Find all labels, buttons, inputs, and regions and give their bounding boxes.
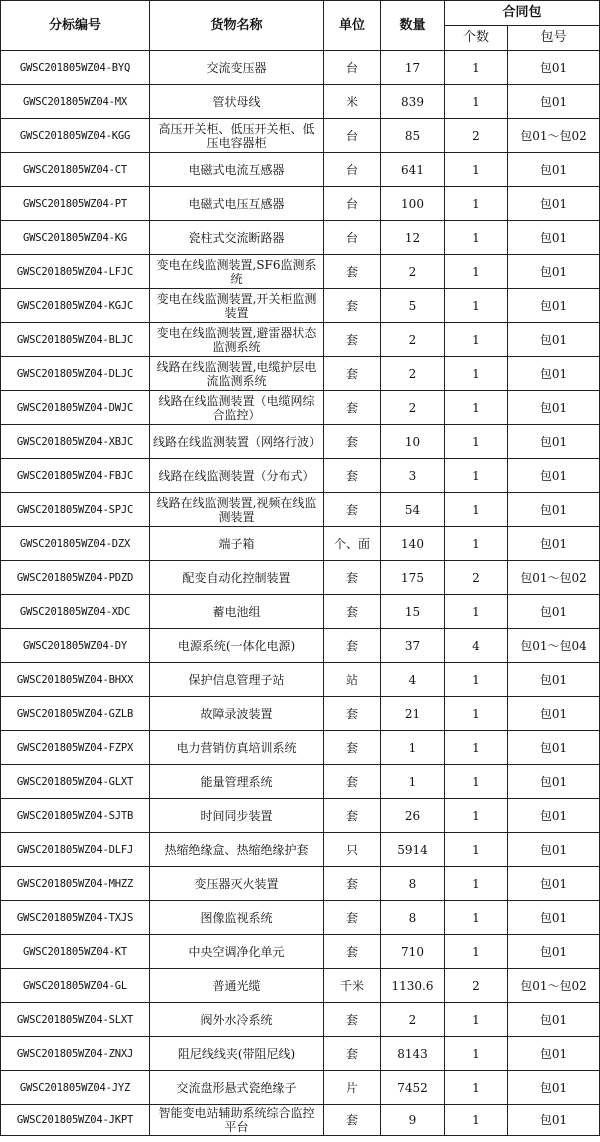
cell-name: 线路在线监测装置,视频在线监测装置 (150, 493, 324, 527)
cell-pkg: 包01 (508, 527, 600, 561)
cell-qty: 641 (381, 153, 445, 187)
cell-pkg: 包01 (508, 1003, 600, 1037)
cell-name: 线路在线监测装置（网络行波） (150, 425, 324, 459)
cell-unit: 套 (324, 595, 381, 629)
cell-count: 2 (445, 119, 508, 153)
table-row (1, 255, 600, 289)
table-row (1, 85, 600, 119)
cell-pkg: 包01 (508, 459, 600, 493)
cell-count: 1 (445, 1003, 508, 1037)
cell-code: GWSC201805WZ04-DWJC (1, 391, 150, 425)
cell-count: 1 (445, 731, 508, 765)
cell-name: 高压开关柜、低压开关柜、低压电容器柜 (150, 119, 324, 153)
table-row (1, 935, 600, 969)
cell-pkg: 包01 (508, 1037, 600, 1071)
cell-unit: 台 (324, 51, 381, 85)
cell-count: 1 (445, 493, 508, 527)
cell-name: 智能变电站辅助系统综合监控平台 (150, 1105, 324, 1136)
cell-unit: 套 (324, 1003, 381, 1037)
cell-unit: 台 (324, 221, 381, 255)
table-row (1, 187, 600, 221)
cell-qty: 85 (381, 119, 445, 153)
cell-code: GWSC201805WZ04-SPJC (1, 493, 150, 527)
cell-code: GWSC201805WZ04-DLJC (1, 357, 150, 391)
cell-count: 1 (445, 1037, 508, 1071)
cell-unit: 套 (324, 289, 381, 323)
cell-count: 1 (445, 221, 508, 255)
cell-pkg: 包01 (508, 765, 600, 799)
cell-unit: 米 (324, 85, 381, 119)
table-row (1, 629, 600, 663)
table-row (1, 1003, 600, 1037)
cell-name: 普通光缆 (150, 969, 324, 1003)
cell-unit: 套 (324, 731, 381, 765)
cell-code: GWSC201805WZ04-DZX (1, 527, 150, 561)
cell-qty: 8 (381, 867, 445, 901)
cell-count: 1 (445, 459, 508, 493)
cell-count: 1 (445, 289, 508, 323)
cell-qty: 710 (381, 935, 445, 969)
cell-name: 变电在线监测装置,开关柜监测装置 (150, 289, 324, 323)
cell-pkg: 包01 (508, 391, 600, 425)
cell-qty: 2 (381, 357, 445, 391)
cell-unit: 套 (324, 459, 381, 493)
cell-pkg: 包01 (508, 595, 600, 629)
cell-unit: 套 (324, 697, 381, 731)
cell-unit: 套 (324, 935, 381, 969)
cell-unit: 千米 (324, 969, 381, 1003)
cell-unit: 套 (324, 255, 381, 289)
cell-code: GWSC201805WZ04-JYZ (1, 1071, 150, 1105)
cell-count: 1 (445, 765, 508, 799)
cell-unit: 套 (324, 867, 381, 901)
header-name: 货物名称 (150, 1, 324, 51)
table-row (1, 731, 600, 765)
cell-qty: 9 (381, 1105, 445, 1136)
cell-name: 管状母线 (150, 85, 324, 119)
cell-count: 1 (445, 153, 508, 187)
table-row (1, 425, 600, 459)
cell-name: 中央空调净化单元 (150, 935, 324, 969)
cell-unit: 套 (324, 629, 381, 663)
cell-name: 配变自动化控制装置 (150, 561, 324, 595)
cell-code: GWSC201805WZ04-MX (1, 85, 150, 119)
cell-qty: 2 (381, 323, 445, 357)
table-row (1, 357, 600, 391)
table-row (1, 493, 600, 527)
cell-unit: 套 (324, 425, 381, 459)
table-row (1, 799, 600, 833)
cell-count: 1 (445, 425, 508, 459)
cell-qty: 7452 (381, 1071, 445, 1105)
cell-unit: 只 (324, 833, 381, 867)
cell-code: GWSC201805WZ04-SJTB (1, 799, 150, 833)
cell-qty: 175 (381, 561, 445, 595)
table-row (1, 969, 600, 1003)
cell-qty: 12 (381, 221, 445, 255)
table-row (1, 119, 600, 153)
table-row (1, 51, 600, 85)
cell-unit: 套 (324, 901, 381, 935)
cell-code: GWSC201805WZ04-PDZD (1, 561, 150, 595)
cell-pkg: 包01 (508, 731, 600, 765)
cell-pkg: 包01 (508, 493, 600, 527)
cell-unit: 套 (324, 357, 381, 391)
cell-unit: 片 (324, 1071, 381, 1105)
cell-pkg: 包01 (508, 85, 600, 119)
cell-code: GWSC201805WZ04-MHZZ (1, 867, 150, 901)
cell-qty: 140 (381, 527, 445, 561)
table-row (1, 1071, 600, 1105)
table-row (1, 697, 600, 731)
cell-name: 蓄电池组 (150, 595, 324, 629)
cell-count: 1 (445, 255, 508, 289)
cell-qty: 2 (381, 255, 445, 289)
table-header (1, 1, 600, 51)
cell-name: 变电在线监测装置,SF6监测系统 (150, 255, 324, 289)
header-pkg: 包号 (508, 26, 600, 51)
cell-code: GWSC201805WZ04-CT (1, 153, 150, 187)
table-row (1, 765, 600, 799)
cell-count: 2 (445, 561, 508, 595)
header-qty: 数量 (381, 1, 445, 51)
cell-unit: 套 (324, 1105, 381, 1136)
table-row (1, 391, 600, 425)
cell-code: GWSC201805WZ04-XBJC (1, 425, 150, 459)
cell-name: 电磁式电压互感器 (150, 187, 324, 221)
cell-pkg: 包01 (508, 221, 600, 255)
cell-name: 电磁式电流互感器 (150, 153, 324, 187)
cell-count: 1 (445, 391, 508, 425)
cell-unit: 台 (324, 153, 381, 187)
cell-pkg: 包01 (508, 289, 600, 323)
cell-qty: 4 (381, 663, 445, 697)
table-row (1, 527, 600, 561)
cell-qty: 5 (381, 289, 445, 323)
cell-name: 图像监视系统 (150, 901, 324, 935)
cell-code: GWSC201805WZ04-BLJC (1, 323, 150, 357)
header-count: 个数 (445, 26, 508, 51)
cell-count: 1 (445, 901, 508, 935)
cell-qty: 2 (381, 391, 445, 425)
cell-name: 线路在线监测装置（电缆网综合监控） (150, 391, 324, 425)
cell-code: GWSC201805WZ04-GL (1, 969, 150, 1003)
cell-name: 阀外水冷系统 (150, 1003, 324, 1037)
cell-pkg: 包01 (508, 867, 600, 901)
cell-qty: 1 (381, 765, 445, 799)
cell-unit: 套 (324, 765, 381, 799)
table-row (1, 561, 600, 595)
cell-count: 2 (445, 969, 508, 1003)
cell-name: 故障录波装置 (150, 697, 324, 731)
cell-name: 电源系统(一体化电源) (150, 629, 324, 663)
cell-name: 热缩绝缘盒、热缩绝缘护套 (150, 833, 324, 867)
cell-pkg: 包01 (508, 51, 600, 85)
cell-qty: 1 (381, 731, 445, 765)
cell-unit: 套 (324, 391, 381, 425)
table-row (1, 1037, 600, 1071)
cell-name: 线路在线监测装置（分布式） (150, 459, 324, 493)
cell-code: GWSC201805WZ04-DLFJ (1, 833, 150, 867)
cell-count: 1 (445, 663, 508, 697)
cell-name: 线路在线监测装置,电缆护层电流监测系统 (150, 357, 324, 391)
table-row (1, 289, 600, 323)
cell-name: 交流盘形悬式瓷绝缘子 (150, 1071, 324, 1105)
header-code: 分标编号 (1, 1, 150, 51)
header-row (1, 1, 600, 26)
cell-qty: 5914 (381, 833, 445, 867)
cell-pkg: 包01 (508, 255, 600, 289)
table-row (1, 459, 600, 493)
cell-count: 1 (445, 323, 508, 357)
cell-count: 1 (445, 527, 508, 561)
table-row (1, 323, 600, 357)
cell-qty: 3 (381, 459, 445, 493)
cell-qty: 21 (381, 697, 445, 731)
cell-name: 能量管理系统 (150, 765, 324, 799)
cell-pkg: 包01～包02 (508, 561, 600, 595)
cell-unit: 套 (324, 561, 381, 595)
cell-code: GWSC201805WZ04-TXJS (1, 901, 150, 935)
cell-unit: 套 (324, 1037, 381, 1071)
cell-code: GWSC201805WZ04-BYQ (1, 51, 150, 85)
cell-code: GWSC201805WZ04-DY (1, 629, 150, 663)
header-unit: 单位 (324, 1, 381, 51)
cell-code: GWSC201805WZ04-KT (1, 935, 150, 969)
table-row (1, 833, 600, 867)
cell-unit: 台 (324, 187, 381, 221)
cell-count: 1 (445, 799, 508, 833)
cell-name: 电力营销仿真培训系统 (150, 731, 324, 765)
cell-code: GWSC201805WZ04-SLXT (1, 1003, 150, 1037)
cell-unit: 套 (324, 323, 381, 357)
cell-pkg: 包01 (508, 663, 600, 697)
cell-qty: 8143 (381, 1037, 445, 1071)
cell-qty: 8 (381, 901, 445, 935)
cell-unit: 套 (324, 799, 381, 833)
cell-pkg: 包01 (508, 935, 600, 969)
cell-pkg: 包01 (508, 1105, 600, 1136)
cell-pkg: 包01～包04 (508, 629, 600, 663)
cell-unit: 站 (324, 663, 381, 697)
cell-pkg: 包01 (508, 187, 600, 221)
cell-unit: 套 (324, 493, 381, 527)
cell-pkg: 包01 (508, 323, 600, 357)
cell-code: GWSC201805WZ04-KGJC (1, 289, 150, 323)
cell-unit: 个、面 (324, 527, 381, 561)
table-row (1, 595, 600, 629)
cell-qty: 100 (381, 187, 445, 221)
cell-code: GWSC201805WZ04-FBJC (1, 459, 150, 493)
cell-code: GWSC201805WZ04-PT (1, 187, 150, 221)
cell-name: 变电在线监测装置,避雷器状态监测系统 (150, 323, 324, 357)
cell-qty: 2 (381, 1003, 445, 1037)
cell-qty: 26 (381, 799, 445, 833)
cell-name: 交流变压器 (150, 51, 324, 85)
cell-pkg: 包01 (508, 153, 600, 187)
cell-count: 1 (445, 833, 508, 867)
cell-count: 1 (445, 51, 508, 85)
cell-pkg: 包01 (508, 799, 600, 833)
cell-pkg: 包01 (508, 1071, 600, 1105)
cell-code: GWSC201805WZ04-LFJC (1, 255, 150, 289)
cell-code: GWSC201805WZ04-GZLB (1, 697, 150, 731)
cell-pkg: 包01～包02 (508, 119, 600, 153)
header-contract: 合同包 (445, 1, 600, 26)
table-row (1, 663, 600, 697)
cell-pkg: 包01 (508, 697, 600, 731)
cell-pkg: 包01 (508, 357, 600, 391)
cell-name: 端子箱 (150, 527, 324, 561)
cell-count: 1 (445, 187, 508, 221)
cell-code: GWSC201805WZ04-KGG (1, 119, 150, 153)
cell-count: 4 (445, 629, 508, 663)
cell-pkg: 包01 (508, 901, 600, 935)
cell-qty: 839 (381, 85, 445, 119)
cell-code: GWSC201805WZ04-GLXT (1, 765, 150, 799)
table-row (1, 221, 600, 255)
cell-count: 1 (445, 1071, 508, 1105)
cell-qty: 10 (381, 425, 445, 459)
cell-count: 1 (445, 867, 508, 901)
cell-pkg: 包01 (508, 425, 600, 459)
cell-count: 1 (445, 697, 508, 731)
cell-code: GWSC201805WZ04-FZPX (1, 731, 150, 765)
cell-qty: 15 (381, 595, 445, 629)
cell-name: 阻尼线线夹(带阻尼线) (150, 1037, 324, 1071)
cell-count: 1 (445, 357, 508, 391)
cell-code: GWSC201805WZ04-KG (1, 221, 150, 255)
cell-qty: 1130.6 (381, 969, 445, 1003)
cell-count: 1 (445, 595, 508, 629)
cell-count: 1 (445, 1105, 508, 1136)
table-row (1, 901, 600, 935)
cell-code: GWSC201805WZ04-XDC (1, 595, 150, 629)
cell-code: GWSC201805WZ04-JKPT (1, 1105, 150, 1136)
cell-qty: 37 (381, 629, 445, 663)
cell-pkg: 包01 (508, 833, 600, 867)
cell-count: 1 (445, 85, 508, 119)
cell-qty: 54 (381, 493, 445, 527)
table-body (1, 51, 600, 1136)
table-row (1, 1105, 600, 1136)
table-row (1, 867, 600, 901)
cell-count: 1 (445, 935, 508, 969)
cell-unit: 台 (324, 119, 381, 153)
cell-code: GWSC201805WZ04-ZNXJ (1, 1037, 150, 1071)
cell-pkg: 包01～包02 (508, 969, 600, 1003)
cell-name: 瓷柱式交流断路器 (150, 221, 324, 255)
cell-name: 变压器灭火装置 (150, 867, 324, 901)
cell-name: 保护信息管理子站 (150, 663, 324, 697)
table-row (1, 153, 600, 187)
cell-qty: 17 (381, 51, 445, 85)
cell-code: GWSC201805WZ04-BHXX (1, 663, 150, 697)
cell-name: 时间同步装置 (150, 799, 324, 833)
